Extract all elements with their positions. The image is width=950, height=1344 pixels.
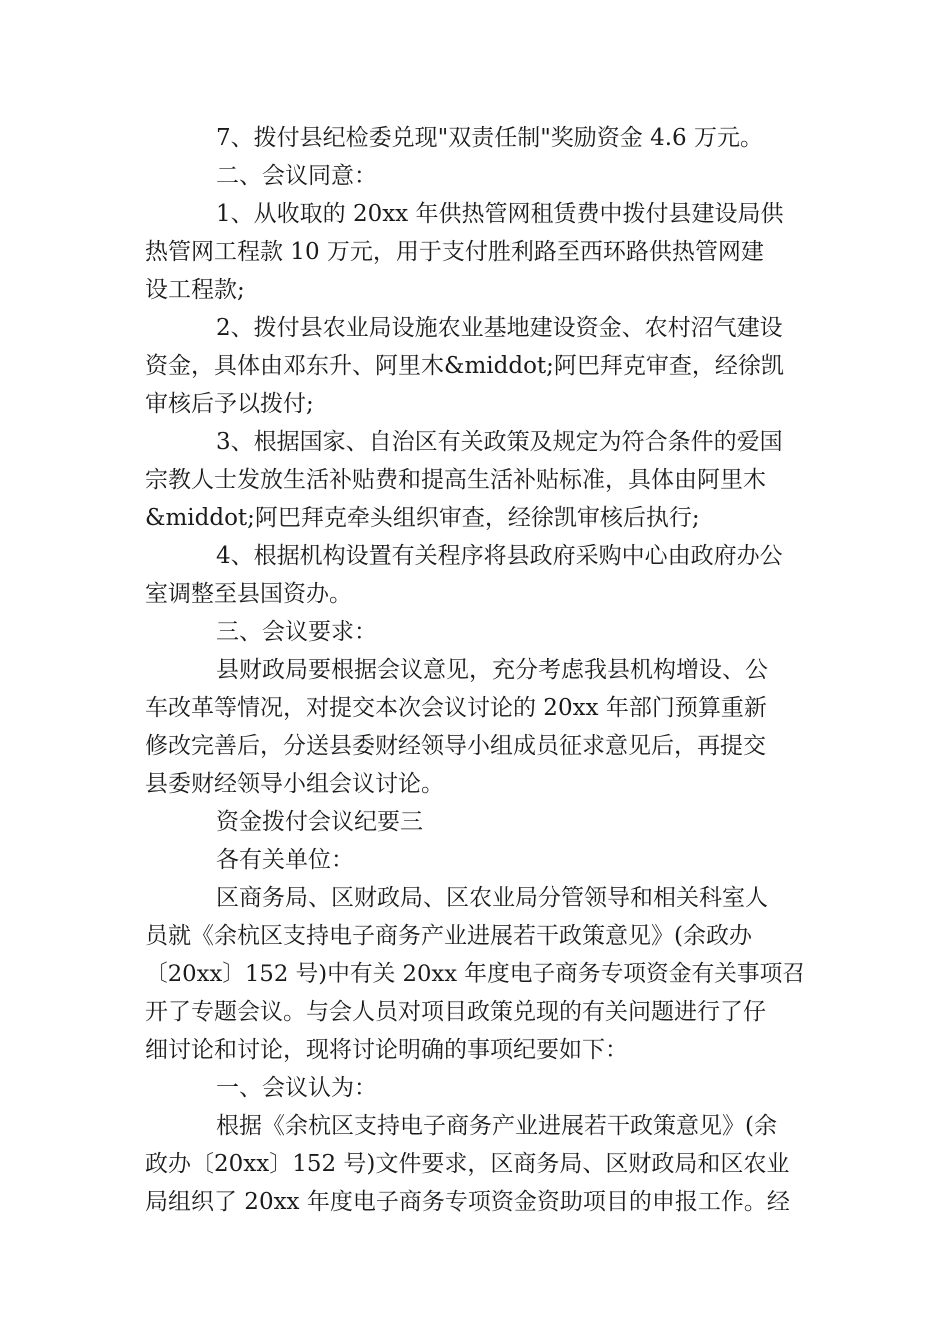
salutation: 各有关单位： [216, 847, 354, 873]
paragraph-line: 政办〔20xx〕152 号)文件要求，区商务局、区财政局和区农业 [145, 1151, 790, 1177]
paragraph-line: 开了专题会议。与会人员对项目政策兑现的有关问题进行了仔 [145, 999, 766, 1025]
paragraph-line: 宗教人士发放生活补贴费和提高生活补贴标准，具体由阿里木 [145, 467, 766, 493]
paragraph-line: 〔20xx〕152 号)中有关 20xx 年度电子商务专项资金有关事项召 [145, 961, 806, 987]
paragraph-line: 根据《余杭区支持电子商务产业进展若干政策意见》(余 [216, 1113, 777, 1139]
paragraph-line: 资金，具体由邓东升、阿里木&middot;阿巴拜克审查，经徐凯 [145, 353, 784, 379]
paragraph-line: 员就《余杭区支持电子商务产业进展若干政策意见》(余政办 [145, 923, 752, 949]
paragraph-line: 4、根据机构设置有关程序将县政府采购中心由政府办公 [216, 543, 783, 569]
paragraph-line: 1、从收取的 20xx 年供热管网租赁费中拨付县建设局供 [216, 201, 784, 227]
section-heading: 二、会议同意： [216, 163, 377, 189]
paragraph-line: 室调整至县国资办。 [145, 581, 352, 607]
section-heading: 三、会议要求： [216, 619, 377, 645]
paragraph-line: 车改革等情况，对提交本次会议讨论的 20xx 年部门预算重新 [145, 695, 767, 721]
paragraph-line: 局组织了 20xx 年度电子商务专项资金资助项目的申报工作。经 [145, 1189, 790, 1215]
paragraph-line: 修改完善后，分送县委财经领导小组成员征求意见后，再提交 [145, 733, 766, 759]
paragraph-line: 7、拨付县纪检委兑现"双责任制"奖励资金 4.6 万元。 [216, 125, 763, 151]
paragraph-line: 3、根据国家、自治区有关政策及规定为符合条件的爱国 [216, 429, 783, 455]
section-heading: 一、会议认为： [216, 1075, 377, 1101]
document-subtitle: 资金拨付会议纪要三 [216, 809, 423, 835]
paragraph-line: 热管网工程款 10 万元，用于支付胜利路至西环路供热管网建 [145, 239, 764, 265]
paragraph-line: 审核后予以拨付; [145, 391, 314, 417]
paragraph-line: 细讨论和讨论，现将讨论明确的事项纪要如下： [145, 1037, 628, 1063]
paragraph-line: &middot;阿巴拜克牵头组织审查，经徐凯审核后执行; [145, 505, 700, 531]
paragraph-line: 县财政局要根据会议意见，充分考虑我县机构增设、公 [216, 657, 768, 683]
paragraph-line: 设工程款; [145, 277, 245, 303]
paragraph-line: 县委财经领导小组会议讨论。 [145, 771, 444, 797]
paragraph-line: 区商务局、区财政局、区农业局分管领导和相关科室人 [216, 885, 768, 911]
paragraph-line: 2、拨付县农业局设施农业基地建设资金、农村沼气建设 [216, 315, 783, 341]
